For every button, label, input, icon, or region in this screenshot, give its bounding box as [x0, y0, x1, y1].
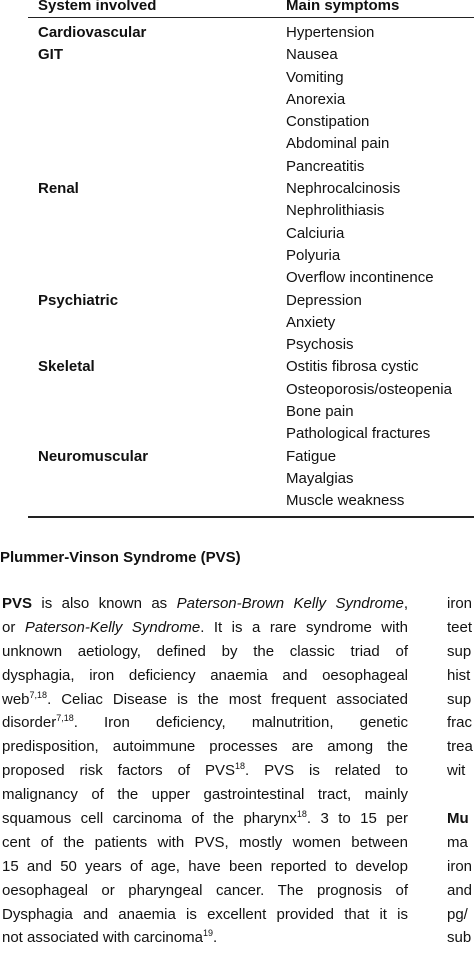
citation-superscript: 18 — [296, 809, 307, 820]
right-column-fragment — [447, 783, 474, 807]
pvs-paragraph — [2, 592, 408, 950]
symptom-cell: Fatigue — [286, 447, 337, 465]
right-column-fragment: wit — [447, 762, 466, 780]
text-run: , — [403, 595, 408, 612]
table-row — [28, 401, 474, 423]
symptom-cell: Bone pain — [286, 403, 354, 421]
symptom-cell: Polyuria — [286, 246, 341, 264]
table-row — [28, 22, 474, 44]
right-column-fragment: pg/ — [447, 905, 468, 923]
symptom-cell: Nephrolithiasis — [286, 202, 385, 220]
right-column-fragment: iron — [447, 595, 473, 612]
symptom-cell: Anxiety — [286, 313, 336, 331]
system-cell: Psychiatric — [38, 291, 119, 309]
symptom-cell: Constipation — [286, 113, 370, 131]
text-run: dysphagia, iron deficiency anaemia and oesophageal — [2, 666, 408, 684]
symptom-cell: Nephrocalcinosis — [286, 180, 401, 198]
table-row — [28, 245, 474, 267]
text-run: oesophageal or pharyngeal cancer. The prognosis of — [2, 881, 408, 899]
text-run: predisposition, autoimmune processes are among the — [2, 738, 408, 756]
text-line — [2, 926, 408, 950]
table-row — [28, 156, 474, 178]
system-cell: Neuromuscular — [38, 447, 149, 465]
table-row — [28, 223, 474, 245]
right-column-fragment: and — [447, 881, 473, 899]
text-run: unknown aetiology, defined by the classic triad of — [2, 642, 408, 660]
text-run: proposed risk factors of PVS — [2, 762, 235, 780]
right-column-fragment: frac — [447, 714, 473, 732]
symptom-cell: Hypertension — [286, 24, 375, 41]
symptom-cell: Vomiting — [286, 68, 344, 86]
citation-superscript: 18 — [235, 761, 246, 772]
text-line — [2, 640, 408, 664]
table-row — [28, 67, 474, 89]
text-run: not associated with carcinoma — [2, 929, 203, 947]
table-row — [28, 423, 474, 445]
symptom-cell: Osteoporosis/osteopenia — [286, 380, 452, 398]
symptom-cell: Mayalgias — [286, 469, 354, 487]
system-cell: Cardiovascular — [38, 24, 147, 41]
table-row — [28, 290, 474, 312]
system-cell: Renal — [38, 180, 79, 198]
symptom-cell: Ostitis fibrosa cystic — [286, 358, 419, 376]
text-run: cent of the patients with PVS, mostly women between — [2, 833, 408, 851]
text-run: Paterson-Kelly Syndrome — [24, 618, 201, 636]
text-line — [2, 807, 408, 831]
text-line — [2, 855, 408, 879]
symptom-cell: Pathological fractures — [286, 425, 431, 443]
right-column-fragment: sup — [447, 642, 472, 660]
table-body — [28, 18, 474, 518]
text-run: . Celiac Disease is the most frequent associated — [47, 690, 408, 708]
section-heading: Plummer-Vinson Syndrome (PVS) — [0, 549, 241, 566]
table-row — [28, 446, 474, 468]
table-row — [28, 334, 474, 356]
text-line — [2, 831, 408, 855]
citation-superscript: 7,18 — [56, 713, 74, 724]
text-line — [2, 664, 408, 688]
table-row — [28, 200, 474, 222]
text-run: PVS — [2, 595, 33, 612]
text-run: is also known as — [32, 595, 177, 612]
text-run: disorder — [2, 714, 57, 732]
symptom-cell: Depression — [286, 291, 362, 309]
table-row — [28, 133, 474, 155]
right-column-fragment: ma — [447, 833, 468, 851]
text-run: malignancy of the upper gastrointestinal tract, mainly — [2, 786, 408, 804]
symptom-cell: Muscle weakness — [286, 492, 405, 510]
text-run: Dysphagia and anaemia is excellent provided that it is — [2, 905, 408, 923]
symptom-cell: Anorexia — [286, 90, 346, 108]
text-run: Paterson-Brown Kelly Syndrome — [176, 595, 404, 612]
text-line — [2, 711, 408, 735]
system-cell: GIT — [38, 46, 63, 64]
text-run: . — [212, 929, 218, 947]
text-run: . It is a rare syndrome with — [200, 618, 408, 636]
text-line — [2, 759, 408, 783]
right-column-fragment: trea — [447, 738, 473, 756]
right-column-fragment: Mu — [447, 810, 469, 828]
table-row — [28, 111, 474, 133]
table-row — [28, 468, 474, 490]
symptom-cell: Psychosis — [286, 336, 354, 354]
symptom-cell: Overflow incontinence — [286, 269, 434, 287]
right-column-fragment: iron — [447, 857, 473, 875]
text-line — [2, 688, 408, 712]
table-row — [28, 490, 474, 512]
citation-superscript: 19 — [202, 928, 213, 939]
symptoms-table — [28, 0, 474, 518]
right-column-fragment: teet — [447, 618, 473, 636]
symptom-cell: Pancreatitis — [286, 157, 365, 175]
symptom-cell: Abdominal pain — [286, 135, 390, 153]
right-column-fragment: sup — [447, 690, 472, 708]
table-row — [28, 267, 474, 289]
text-line — [2, 735, 408, 759]
text-line — [2, 879, 408, 903]
text-run: . PVS is related to — [245, 762, 408, 780]
system-cell: Skeletal — [38, 358, 95, 376]
citation-superscript: 7,18 — [29, 689, 48, 700]
text-line — [2, 783, 408, 807]
text-line — [2, 592, 408, 616]
right-column-fragments — [447, 592, 474, 950]
text-run: squamous cell carcinoma of the pharynx — [2, 810, 297, 828]
table-row — [28, 44, 474, 66]
text-run: . Iron deficiency, malnutrition, genetic — [73, 714, 408, 732]
table-row — [28, 356, 474, 378]
symptom-cell: Nausea — [286, 46, 338, 64]
header-symptoms: Main symptoms — [286, 0, 400, 14]
table-row — [28, 89, 474, 111]
right-column-fragment: hist — [447, 666, 471, 684]
text-run: 15 and 50 years of age, have been reported to develop — [2, 857, 408, 875]
symptom-cell: Calciuria — [286, 224, 345, 242]
table-row — [28, 379, 474, 401]
header-system: System involved — [38, 0, 157, 14]
text-run: . 3 to 15 per — [306, 810, 408, 828]
table-row — [28, 312, 474, 334]
text-run: web — [2, 690, 30, 708]
text-run: or — [2, 618, 25, 636]
table-row — [28, 178, 474, 200]
right-column-fragment: sub — [447, 929, 472, 947]
table-header — [28, 0, 474, 18]
text-line — [2, 616, 408, 640]
text-line — [2, 903, 408, 927]
